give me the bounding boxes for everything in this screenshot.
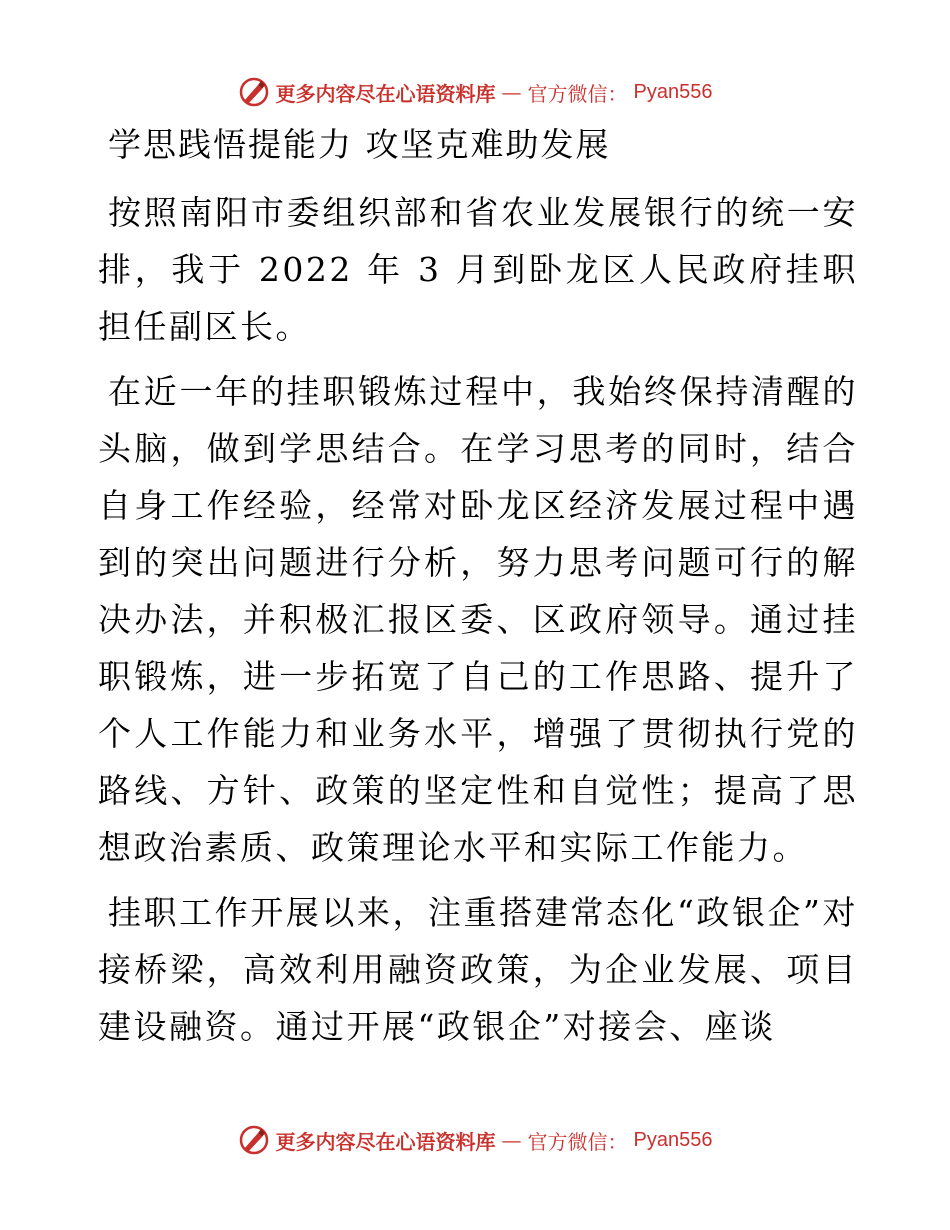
watermark-wechat-id: Pyan556 [633, 1128, 713, 1151]
paragraph-2: 在近一年的挂职锻炼过程中，我始终保持清醒的头脑，做到学思结合。在学习思考的同时，结合自身工作经验，经常对卧龙区经济发展过程中遇到的突出问题进行分析，努力思考问题可行的解决办法，并积极汇报区委、区政府领导。通过挂职锻炼，进一步拓宽了自己的工作思路、提升了个人工作能力和业务水平，增强了贯彻执行党的路线、方针、政策的坚定性和自觉性；提高了思想政治素质、政策理论水平和实际工作能力。 [98, 372, 858, 867]
watermark-text: 更多内容尽在心语资料库 [275, 81, 496, 106]
watermark-official-label: 官方微信： [527, 81, 628, 106]
document-body [98, 120, 858, 1063]
paragraph-3: 挂职工作开展以来，注重搭建常态化“政银企”对接桥梁，高效利用融资政策，为企业发展、项目建设融资。通过开展“政银企”对接会、座谈 [98, 893, 858, 1046]
watermark-wechat-id: Pyan556 [633, 80, 713, 103]
watermark-dash: — [501, 1128, 522, 1152]
header-watermark-banner [0, 70, 950, 114]
footer-watermark-banner [0, 1118, 950, 1162]
paragraph-1: 按照南阳市委组织部和省农业发展银行的统一安排，我于 2022 年 3 月到卧龙区人民政府挂职担任副区长。 [98, 193, 858, 346]
pen-logo-icon [238, 76, 270, 108]
watermark-text: 更多内容尽在心语资料库 [275, 1129, 496, 1154]
document-title: 学思践悟提能力 攻坚克难助发展 [108, 125, 611, 164]
pen-logo-icon [238, 1124, 270, 1156]
watermark-dash: — [501, 80, 522, 104]
watermark-official-label: 官方微信： [527, 1129, 628, 1154]
